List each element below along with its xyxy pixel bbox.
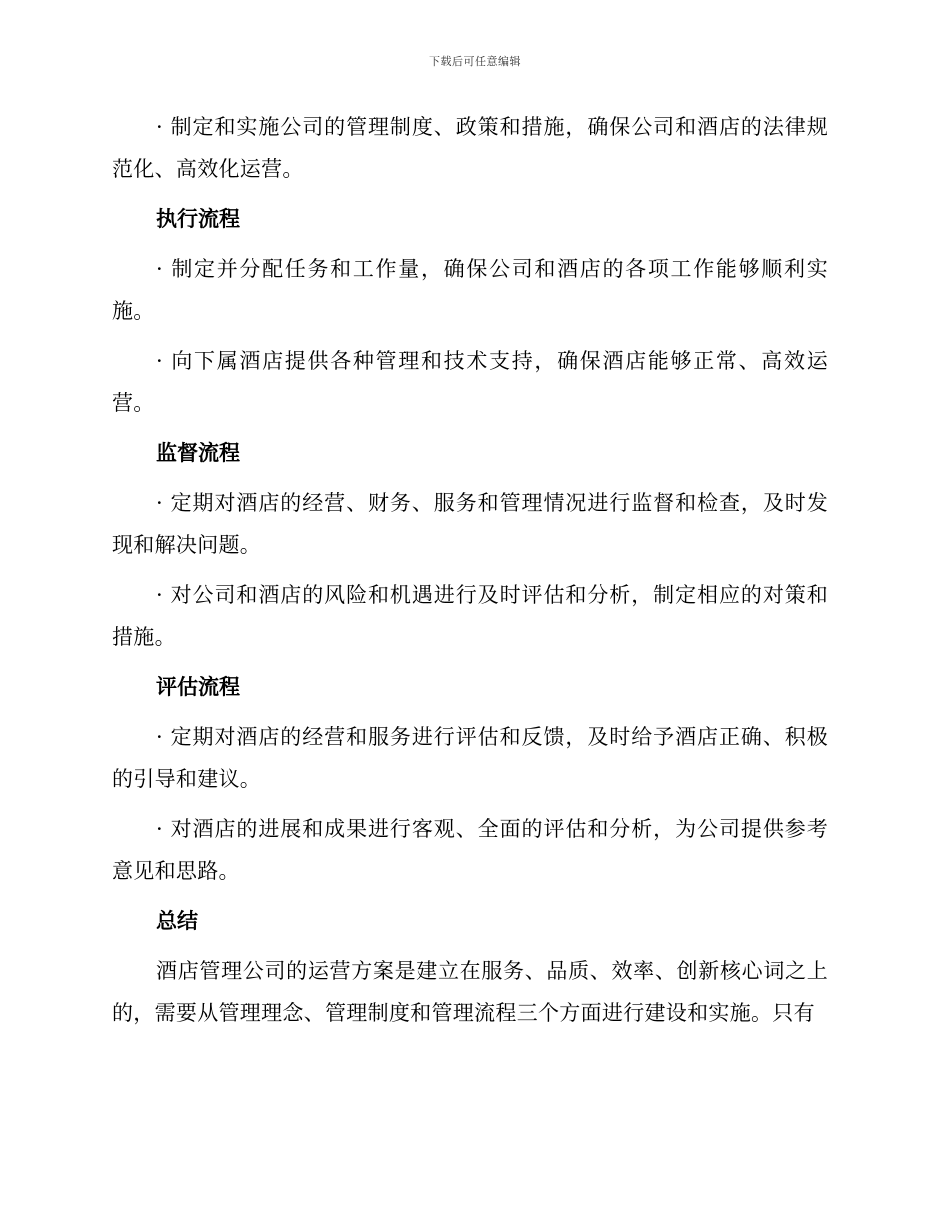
heading-summary: 总结 (156, 909, 198, 933)
document-body (112, 106, 828, 1034)
paragraph-technical-support: · 向下属酒店提供各种管理和技术支持，确保酒店能够正常、高效运营。 (112, 349, 828, 415)
heading-supervision-process: 监督流程 (156, 441, 240, 465)
paragraph-summary: 酒店管理公司的运营方案是建立在服务、品质、效率、创新核心词之上的，需要从管理理念、管理制度和管理流程三个方面进行建设和实施。只有 (112, 959, 828, 1025)
paragraph-management-policy: · 制定和实施公司的管理制度、政策和措施，确保公司和酒店的法律规范化、高效化运营。 (112, 115, 828, 181)
paragraph-task-assignment: · 制定并分配任务和工作量，确保公司和酒店的各项工作能够顺利实施。 (112, 257, 828, 323)
paragraph-regular-inspection: · 定期对酒店的经营、财务、服务和管理情况进行监督和检查，及时发现和解决问题。 (112, 491, 828, 557)
heading-evaluation-process: 评估流程 (156, 675, 240, 699)
header-note: 下载后可任意编辑 (429, 55, 521, 68)
paragraph-risk-assessment: · 对公司和酒店的风险和机遇进行及时评估和分析，制定相应的对策和措施。 (112, 583, 828, 649)
paragraph-service-evaluation: · 定期对酒店的经营和服务进行评估和反馈，及时给予酒店正确、积极的引导和建议。 (112, 725, 828, 791)
heading-execution-process: 执行流程 (156, 207, 240, 231)
paragraph-progress-evaluation: · 对酒店的进展和成果进行客观、全面的评估和分析，为公司提供参考意见和思路。 (112, 817, 828, 883)
